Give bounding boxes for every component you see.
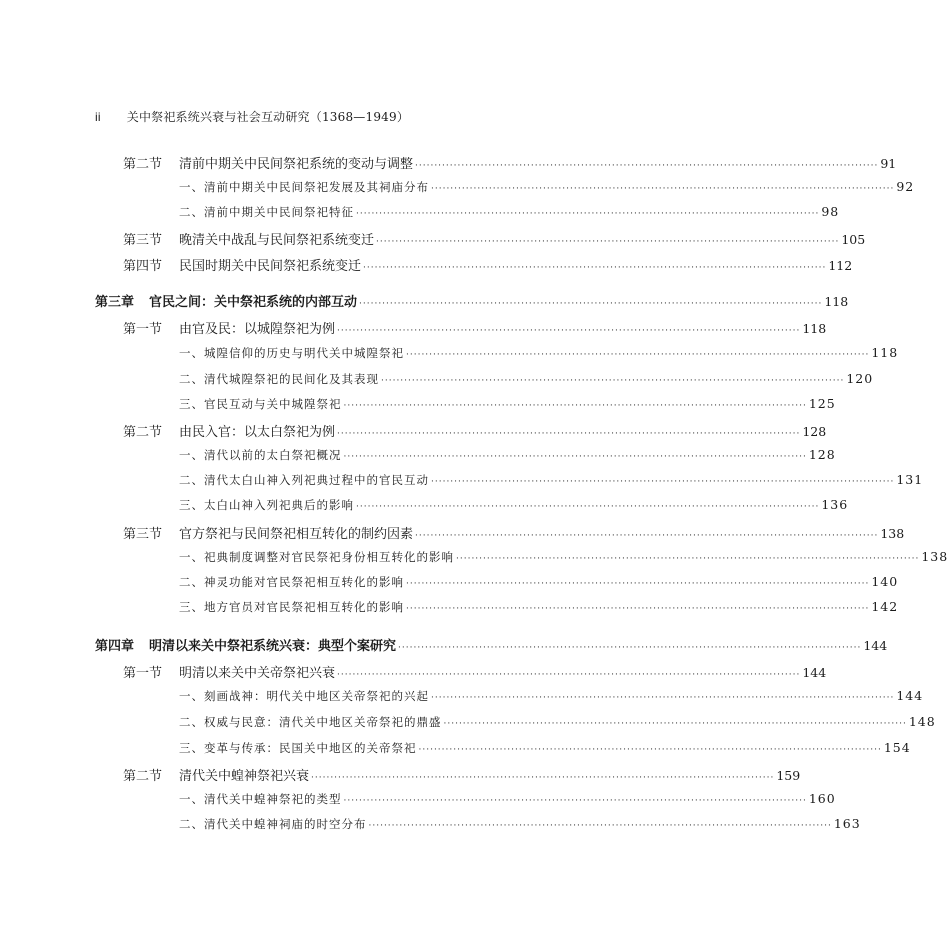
toc-entry-label: 第三节 [123,233,163,248]
toc-section-entry [123,523,905,543]
dot-leader: ························································································································ [356,209,820,219]
toc-entry-page: 138 [921,549,948,564]
toc-entry-label: 第三章 [95,295,135,310]
toc-entry-page: 128 [802,424,827,439]
toc-entry-title: 三、变革与传承：民国关中地区的关帝祭祀 [179,741,417,755]
toc-subsection-entry [179,179,915,199]
toc-section-entry [123,255,853,275]
toc-entry-title: 一、清代关中蝗神祭祀的类型 [179,792,342,806]
toc-entry-page: 118 [802,321,827,336]
toc-entry-page: 138 [880,526,905,541]
toc-entry-title: 清前中期关中民间祭祀系统的变动与调整 [179,157,414,172]
toc-section-entry [123,765,801,785]
toc-section-entry [123,153,897,173]
toc-entry-title: 二、清代关中蝗神祠庙的时空分布 [179,817,367,831]
header-page-number: ii [95,110,101,124]
toc-chapter-entry [95,291,849,311]
toc-entry-title: 二、清代城隍祭祀的民间化及其表现 [179,372,379,386]
dot-leader: ························································································································ [337,326,801,336]
toc-entry-title: 由官及民：以城隍祭祀为例 [179,322,336,337]
toc-entry-title: 明清以来关中关帝祭祀兴衰 [179,666,336,681]
toc-entry-title: 二、清代太白山神入列祀典过程中的官民互动 [179,473,429,487]
dot-leader: ························································································································ [337,429,801,439]
toc-entry-title: 官方祭祀与民间祭祀相互转化的制约因素 [179,527,414,542]
toc-subsection-entry [179,574,899,594]
toc-entry-page: 144 [863,638,888,653]
toc-subsection-entry [179,204,840,224]
toc-entry-page: 91 [880,156,897,171]
dot-leader: ························································································································ [431,184,895,194]
toc-entry-page: 144 [896,688,924,703]
dot-leader: ························································································································ [415,161,879,171]
dot-leader: ························································································································ [343,452,807,462]
toc-subsection-entry [179,472,924,492]
toc-entry-title: 二、神灵功能对官民祭祀相互转化的影响 [179,575,404,589]
toc-entry-title: 一、清前中期关中民间祭祀发展及其祠庙分布 [179,180,429,194]
toc-section-entry [123,421,827,441]
toc-entry-title: 一、祀典制度调整对官民祭祀身份相互转化的影响 [179,550,454,564]
toc-subsection-entry [179,688,924,708]
dot-leader: ························································································································ [343,796,807,806]
toc-section-entry [123,229,866,249]
dot-leader: ························································································································ [363,263,827,273]
toc-entry-page: 163 [833,816,861,831]
toc-entry-page: 105 [841,232,866,247]
toc-subsection-entry [179,714,936,734]
dot-leader: ························································································································ [406,350,870,360]
toc-section-entry [123,662,827,682]
toc-entry-label: 第一节 [123,322,163,337]
toc-chapter-entry [95,635,888,655]
toc-entry-page: 142 [871,599,899,614]
toc-entry-title: 晚清关中战乱与民间祭祀系统变迁 [179,233,375,248]
toc-entry-page: 118 [824,294,849,309]
toc-entry-page: 159 [776,768,801,783]
toc-entry-title: 二、权威与民意：清代关中地区关帝祭祀的鼎盛 [179,715,442,729]
toc-entry-label: 第二节 [123,769,163,784]
dot-leader: ························································································································ [356,502,820,512]
dot-leader: ························································································································ [418,745,882,755]
toc-entry-page: 154 [883,740,911,755]
dot-leader: ························································································································ [406,604,870,614]
toc-subsection-entry [179,740,911,760]
toc-subsection-entry [179,549,948,569]
toc-entry-label: 第一节 [123,666,163,681]
dot-leader: ························································································································ [311,773,775,783]
header-book-title: 关中祭祀系统兴衰与社会互动研究（1368—1949） [126,110,410,124]
toc-subsection-entry [179,816,861,836]
toc-section-entry [123,318,827,338]
toc-entry-page: 128 [808,447,836,462]
dot-leader: ························································································································ [406,579,870,589]
dot-leader: ························································································································ [381,376,845,386]
toc-entry-title: 民国时期关中民间祭祀系统变迁 [179,259,362,274]
dot-leader: ························································································································ [343,401,807,411]
toc-entry-title: 三、太白山神入列祀典后的影响 [179,498,354,512]
dot-leader: ························································································································ [337,670,801,680]
toc-entry-label: 第二节 [123,425,163,440]
toc-entry-label: 第四节 [123,259,163,274]
toc-subsection-entry [179,371,874,391]
toc-subsection-entry [179,345,899,365]
toc-subsection-entry [179,396,836,416]
toc-entry-title: 一、刻画战神：明代关中地区关帝祭祀的兴起 [179,689,429,703]
toc-entry-page: 131 [896,472,924,487]
toc-entry-title: 三、官民互动与关中城隍祭祀 [179,397,342,411]
dot-leader: ························································································································ [398,643,862,653]
dot-leader: ························································································································ [431,693,895,703]
toc-entry-label: 第二节 [123,157,163,172]
dot-leader: ························································································································ [376,237,840,247]
toc-subsection-entry [179,447,836,467]
toc-entry-page: 118 [871,345,899,360]
toc-entry-page: 140 [871,574,899,589]
toc-entry-page: 98 [821,204,840,219]
toc-entry-title: 官民之间：关中祭祀系统的内部互动 [149,295,358,310]
toc-subsection-entry [179,497,849,517]
toc-entry-label: 第三节 [123,527,163,542]
toc-entry-page: 125 [808,396,836,411]
toc-entry-title: 明清以来关中祭祀系统兴衰：典型个案研究 [149,639,397,654]
toc-subsection-entry [179,599,899,619]
dot-leader: ························································································································ [368,821,832,831]
dot-leader: ························································································································ [359,299,823,309]
toc-entry-title: 清代关中蝗神祭祀兴衰 [179,769,310,784]
toc-entry-title: 由民入官：以太白祭祀为例 [179,425,336,440]
toc-entry-title: 一、清代以前的太白祭祀概况 [179,448,342,462]
toc-entry-page: 136 [821,497,849,512]
dot-leader: ························································································································ [431,477,895,487]
toc-entry-page: 120 [846,371,874,386]
toc-entry-page: 92 [896,179,915,194]
dot-leader: ························································································································ [443,719,907,729]
toc-entry-page: 160 [808,791,836,806]
toc-entry-title: 一、城隍信仰的历史与明代关中城隍祭祀 [179,346,404,360]
toc-entry-title: 二、清前中期关中民间祭祀特征 [179,205,354,219]
toc-entry-page: 148 [908,714,936,729]
toc-entry-page: 144 [802,665,827,680]
toc-entry-title: 三、地方官员对官民祭祀相互转化的影响 [179,600,404,614]
toc-entry-page: 112 [828,258,853,273]
toc-entry-label: 第四章 [95,639,135,654]
dot-leader: ························································································································ [415,531,879,541]
toc-subsection-entry [179,791,836,811]
dot-leader: ························································································································ [456,554,920,564]
